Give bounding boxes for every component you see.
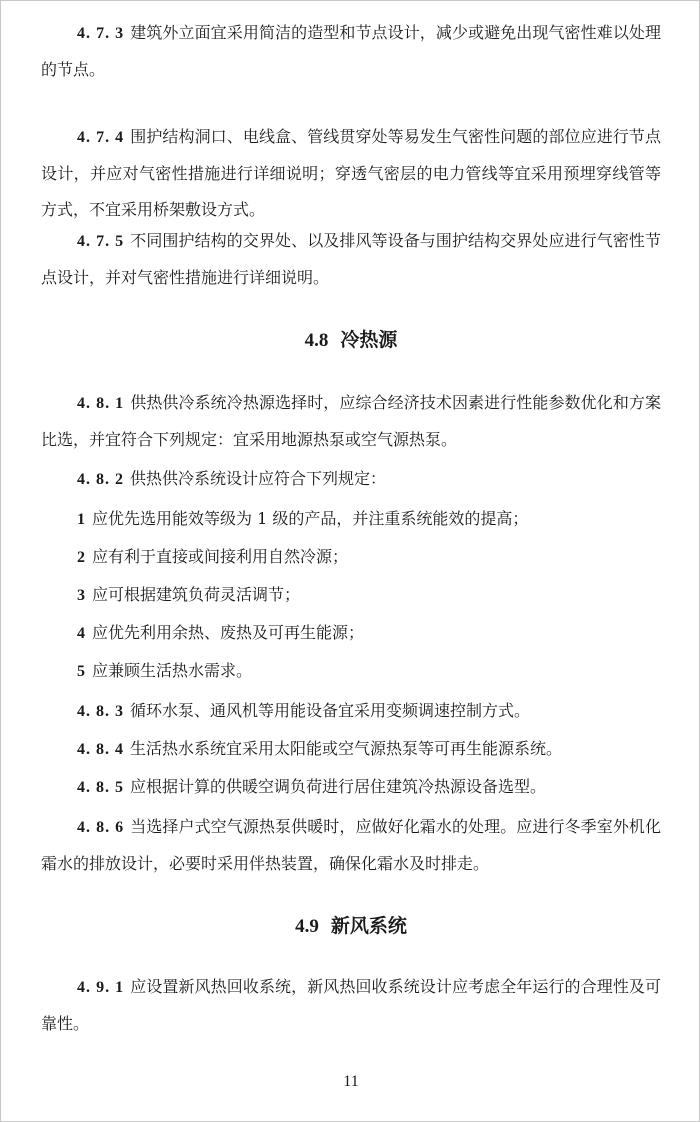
list-item	[41, 615, 661, 652]
clause-4-9-1	[41, 969, 661, 1042]
clause-text: 供热供冷系统设计应符合下列规定：	[130, 469, 387, 488]
clause-text: 应根据计算的供暖空调负荷进行居住建筑冷热源设备选型。	[130, 777, 547, 796]
clause-text: 生活热水系统宜采用太阳能或空气源热泵等可再生能源系统。	[130, 739, 563, 758]
clause-number: 4. 8. 3	[77, 703, 124, 720]
clause-text: 围护结构洞口、电线盒、管线贯穿处等易发生气密性问题的部位应进行节点设计，并应对气密性措施进行详细说明；穿透气密层的电力管线等宜采用预埋穿线管等方式，不宜采用桥架敷设方式。	[41, 127, 661, 219]
clause-4-8-6	[41, 809, 661, 882]
section-title: 新风系统	[330, 915, 407, 937]
list-item	[41, 653, 661, 690]
clause-number: 4. 8. 6	[77, 819, 125, 836]
clause-text: 循环水泵、通风机等用能设备宜采用变频调速控制方式。	[130, 701, 531, 720]
list-item	[41, 539, 661, 576]
section-number: 4.9	[295, 916, 319, 937]
item-text: 应兼顾生活热水需求。	[92, 661, 253, 680]
clause-text: 当选择户式空气源热泵供暖时，应做好化霜水的处理。应进行冬季室外机化霜水的排放设计，必要时采用伴热装置，确保化霜水及时排走。	[41, 817, 661, 873]
item-number: 5	[77, 663, 86, 680]
clause-4-8-5	[41, 769, 661, 806]
clause-4-7-5	[41, 223, 661, 296]
section-heading-4-9	[1, 911, 700, 938]
section-number: 4.8	[304, 330, 329, 351]
section-heading-4-8	[1, 325, 700, 352]
clause-text: 供热供冷系统冷热源选择时，应综合经济技术因素进行性能参数优化和方案比选，并宜符合下列规定：宜采用地源热泵或空气源热泵。	[41, 393, 661, 449]
item-text: 应可根据建筑负荷灵活调节；	[92, 585, 301, 604]
list-item	[41, 501, 661, 538]
clause-4-7-3	[41, 15, 661, 88]
clause-number: 4. 8. 1	[77, 395, 125, 412]
section-title: 冷热源	[340, 329, 398, 351]
list-item	[41, 577, 661, 614]
clause-text: 应设置新风热回收系统，新风热回收系统设计应考虑全年运行的合理性及可靠性。	[41, 977, 661, 1033]
clause-number: 4. 8. 4	[77, 741, 124, 758]
page-number: 11	[343, 1073, 359, 1090]
clause-4-8-2	[41, 461, 661, 498]
clause-text: 不同围护结构的交界处、以及排风等设备与围护结构交界处应进行气密性节点设计，并对气密性措施进行详细说明。	[41, 231, 661, 287]
clause-4-7-4	[41, 119, 661, 228]
clause-4-8-3	[41, 693, 661, 730]
item-number: 4	[77, 625, 86, 642]
item-number: 1	[77, 511, 86, 528]
clause-number: 4. 8. 2	[77, 471, 124, 488]
clause-number: 4. 7. 4	[77, 129, 125, 146]
item-text: 应优先利用余热、废热及可再生能源；	[92, 623, 365, 642]
clause-4-8-4	[41, 731, 661, 768]
clause-number: 4. 8. 5	[77, 779, 124, 796]
item-text: 应有利于直接或间接利用自然冷源；	[92, 547, 349, 566]
clause-4-8-1	[41, 385, 661, 458]
item-number: 3	[77, 587, 86, 604]
clause-number: 4. 7. 5	[77, 233, 125, 250]
clause-number: 4. 7. 3	[77, 25, 125, 42]
clause-number: 4. 9. 1	[77, 979, 125, 996]
clause-text: 建筑外立面宜采用简洁的造型和节点设计，减少或避免出现气密性难以处理的节点。	[41, 23, 661, 79]
item-text: 应优先选用能效等级为 1 级的产品，并注重系统能效的提高；	[92, 509, 529, 528]
item-number: 2	[77, 549, 86, 566]
